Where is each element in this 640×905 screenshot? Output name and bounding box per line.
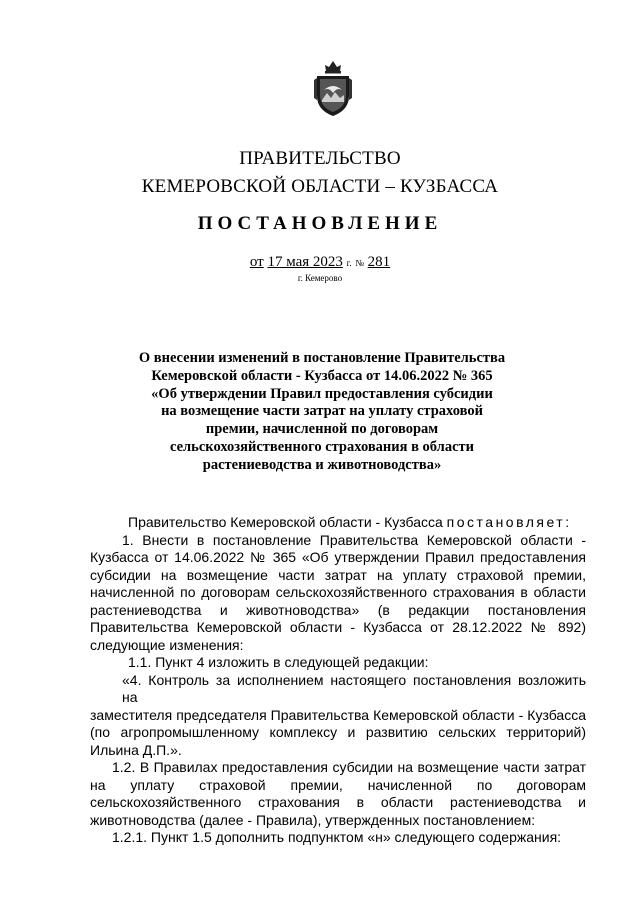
title-line: О внесении изменений в постановление Правительства bbox=[138, 350, 506, 366]
coat-of-arms-icon bbox=[313, 60, 353, 118]
government-name-line1: ПРАВИТЕЛЬСТВО bbox=[239, 148, 401, 169]
paragraph-1-2-line: сельскохозяйственного страхования в области растениеводства и bbox=[90, 794, 586, 810]
paragraph-1-2-line: животноводства (далее - Правила), утвержденных постановлением: bbox=[90, 811, 536, 828]
title-line: Кемеровской области - Кузбасса от 14.06.2022 № 365 bbox=[151, 367, 493, 384]
title-line: «Об утверждении Правил предоставления субсидии bbox=[151, 385, 493, 402]
paragraph-1-line: растениеводства и животноводства» (в редакции постановления bbox=[90, 601, 586, 618]
date-prefix: от bbox=[249, 254, 264, 270]
title-line: премии, начисленной по договорам bbox=[205, 421, 439, 438]
number-sign: № bbox=[355, 258, 364, 268]
government-name-line2: КЕМЕРОВСКОЙ ОБЛАСТИ – КУЗБАССА bbox=[141, 176, 499, 197]
intro-text: Правительство Кемеровской области - Кузбасса bbox=[128, 514, 443, 530]
document-number: 281 bbox=[367, 254, 391, 270]
paragraph-1-line: Правительства Кемеровской области - Кузбасса от 28.12.2022 № 892) bbox=[90, 619, 586, 635]
date-number-line bbox=[0, 254, 640, 271]
document-type-heading: ПОСТАНОВЛЕНИЕ bbox=[197, 213, 443, 234]
document-title bbox=[120, 350, 524, 475]
title-line: сельскохозяйственного страхования в области bbox=[170, 438, 474, 455]
paragraph-1-2-line: 1.2. В Правилах предоставления субсидии на возмещение части затрат bbox=[112, 759, 586, 775]
paragraph-1-line: 1. Внести в постановление Правительства Кемеровской области - bbox=[122, 531, 586, 548]
document-date: 17 мая 2023 bbox=[267, 254, 343, 270]
paragraph-1-2-line: на уплату страховой премии, начисленной по договорам bbox=[90, 776, 586, 793]
paragraph-1-line: Кузбасса от 14.06.2022 № 365 «Об утверждении Правил предоставления bbox=[90, 549, 586, 565]
paragraph-1-line: субсидии на возмещение части затрат на уплату страховой премии, bbox=[90, 566, 586, 583]
paragraph-1-line: следующие изменения: bbox=[90, 636, 244, 653]
paragraph-1-line: начисленной по договорам сельскохозяйственного страхования в области bbox=[90, 584, 586, 600]
title-line: растениеводства и животноводства» bbox=[202, 456, 442, 473]
intro-verb: постановляет: bbox=[446, 514, 572, 530]
document-body bbox=[90, 514, 586, 847]
paragraph-4-line: Ильина Д.П.». bbox=[90, 741, 182, 758]
year-suffix: г. bbox=[346, 258, 352, 268]
paragraph-4-line: «4. Контроль за исполнением настоящего постановления возложить на bbox=[122, 671, 586, 705]
city-label: г. Кемерово bbox=[297, 273, 343, 283]
paragraph-4-line: (по агропромышленному комплексу и развитию сельских территорий) bbox=[90, 724, 586, 740]
paragraph-4-line: заместителя председателя Правительства Кемеровской области - Кузбасса bbox=[90, 706, 586, 723]
paragraph-1-2-1: 1.2.1. Пункт 1.5 дополнить подпунктом «н» следующего содержания: bbox=[112, 829, 562, 845]
title-line: на возмещение части затрат на уплату страховой bbox=[161, 403, 483, 420]
intro-paragraph bbox=[90, 514, 586, 532]
paragraph-1-1: 1.1. Пункт 4 изложить в следующей редакции: bbox=[128, 654, 429, 670]
